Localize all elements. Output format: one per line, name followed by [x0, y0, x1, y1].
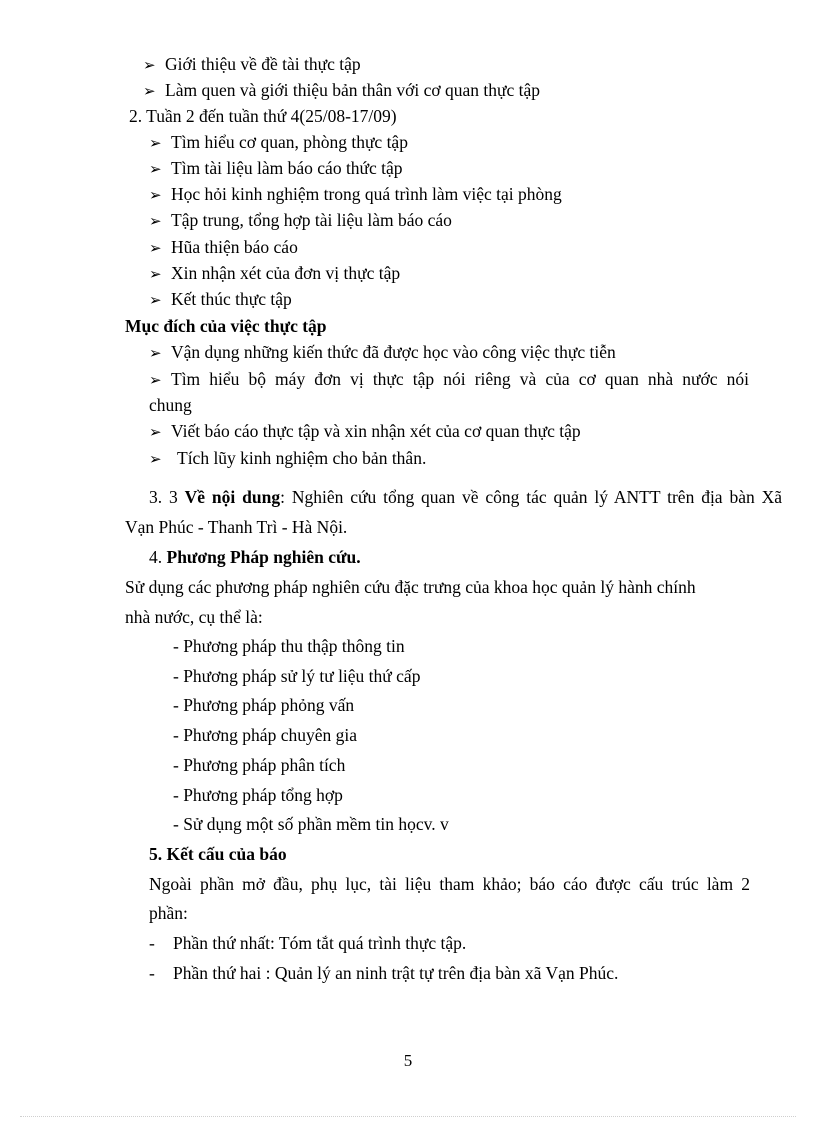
- week-heading: 2. Tuần 2 đến tuần thứ 4(25/08-17/09): [129, 106, 397, 126]
- arrow-bullet-icon: ➢: [149, 291, 162, 309]
- list-item: ➢ Tìm tài liệu làm báo cáo thức tập: [149, 158, 403, 178]
- method-item: - Phương pháp chuyên gia: [173, 725, 357, 745]
- methods-heading: 4. Phương Pháp nghiên cứu.: [149, 547, 361, 567]
- method-item: - Phương pháp phỏng vấn: [173, 695, 355, 715]
- methods-intro: Sử dụng các phương pháp nghiên cứu đặc trưng của khoa học quản lý hành chính: [125, 577, 696, 597]
- arrow-bullet-icon: ➢: [149, 239, 162, 257]
- arrow-bullet-icon: ➢: [149, 186, 162, 204]
- list-item: ➢ Làm quen và giới thiệu bản thân với cơ quan thực tập: [143, 80, 540, 100]
- list-item: ➢ Xin nhận xét của đơn vị thực tập: [149, 263, 401, 283]
- list-item: ➢ Kết thúc thực tập: [149, 289, 292, 309]
- list-item: ➢ Tích lũy kinh nghiệm cho bản thân.: [149, 448, 427, 468]
- arrow-bullet-icon: ➢: [143, 56, 156, 74]
- structure-part: - Phần thứ nhất: Tóm tắt quá trình thực tập.: [149, 933, 467, 953]
- list-item: ➢ Hũa thiện báo cáo: [149, 237, 298, 257]
- dash-bullet-icon: -: [149, 963, 155, 983]
- page-bottom-divider: [20, 1116, 796, 1117]
- structure-heading: 5. Kết cấu của báo: [149, 844, 287, 864]
- list-item: ➢ Tìm hiểu cơ quan, phòng thực tập: [149, 132, 408, 152]
- method-item: - Phương pháp sử lý tư liệu thứ cấp: [173, 666, 421, 686]
- arrow-bullet-icon: ➢: [143, 82, 156, 100]
- arrow-bullet-icon: ➢: [149, 265, 162, 283]
- method-item: - Phương pháp phân tích: [173, 755, 346, 775]
- list-item: ➢ Vận dụng những kiến thức đã được học vào công việc thực tiễn: [149, 342, 616, 362]
- content-section-line: Vạn Phúc - Thanh Trì - Hà Nội.: [125, 517, 348, 537]
- method-item: - Phương pháp thu thập thông tin: [173, 636, 405, 656]
- structure-intro: Ngoài phần mở đầu, phụ lục, tài liệu tham khảo; báo cáo được cấu trúc làm 2: [149, 874, 750, 894]
- method-item: - Sử dụng một số phần mềm tin họcv. v: [173, 814, 449, 834]
- list-item: ➢ Giới thiệu về đề tài thực tập: [143, 54, 361, 74]
- list-item: ➢ Học hỏi kinh nghiệm trong quá trình làm việc tại phòng: [149, 184, 562, 204]
- list-item: ➢ Tìm hiểu bộ máy đơn vị thực tập nói riêng và của cơ quan nhà nước nói: [149, 369, 749, 389]
- content-section-line: 3. 3 Về nội dung: Nghiên cứu tổng quan về công tác quản lý ANTT trên địa bàn Xã: [149, 487, 782, 507]
- page-number: 5: [403, 1051, 413, 1070]
- arrow-bullet-icon: ➢: [149, 344, 162, 362]
- structure-part: - Phần thứ hai : Quản lý an ninh trật tự trên địa bàn xã Vạn Phúc.: [149, 963, 619, 983]
- arrow-bullet-icon: ➢: [149, 450, 162, 468]
- list-item: ➢ Viết báo cáo thực tập và xin nhận xét của cơ quan thực tập: [149, 421, 581, 441]
- list-item: ➢ Tập trung, tổng hợp tài liệu làm báo cáo: [149, 210, 452, 230]
- arrow-bullet-icon: ➢: [149, 423, 162, 441]
- purpose-heading: Mục đích của việc thực tập: [125, 316, 327, 336]
- method-item: - Phương pháp tổng hợp: [173, 785, 343, 805]
- arrow-bullet-icon: ➢: [149, 160, 162, 178]
- arrow-bullet-icon: ➢: [149, 212, 162, 230]
- arrow-bullet-icon: ➢: [149, 371, 162, 389]
- dash-bullet-icon: -: [149, 933, 155, 953]
- structure-intro: phần:: [149, 903, 188, 923]
- list-item-continuation: chung: [149, 395, 192, 415]
- arrow-bullet-icon: ➢: [149, 134, 162, 152]
- methods-intro: nhà nước, cụ thể là:: [125, 607, 263, 627]
